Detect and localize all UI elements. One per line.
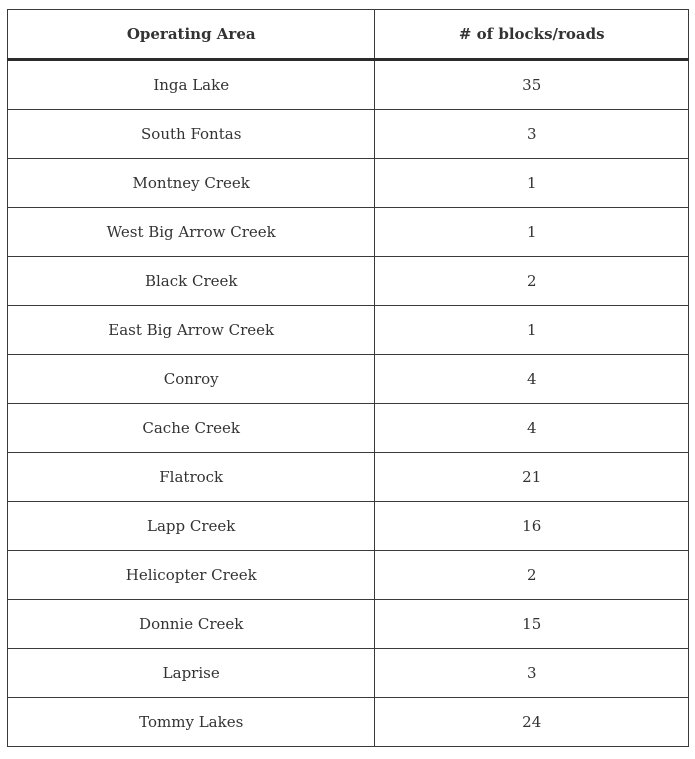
cell-block-count: 3 [375, 649, 689, 698]
header-operating-area: Operating Area [8, 10, 375, 60]
table-row [8, 110, 689, 159]
cell-operating-area: Lapp Creek [8, 502, 375, 551]
table-row [8, 551, 689, 600]
cell-block-count: 1 [375, 208, 689, 257]
cell-operating-area: East Big Arrow Creek [8, 306, 375, 355]
cell-operating-area: Black Creek [8, 257, 375, 306]
table-row [8, 208, 689, 257]
table-row [8, 600, 689, 649]
cell-operating-area: Helicopter Creek [8, 551, 375, 600]
table-row [8, 404, 689, 453]
cell-operating-area: Tommy Lakes [8, 698, 375, 747]
cell-operating-area: Laprise [8, 649, 375, 698]
cell-block-count: 1 [375, 306, 689, 355]
table-row [8, 453, 689, 502]
cell-block-count: 2 [375, 257, 689, 306]
operating-areas-table [7, 9, 689, 747]
cell-block-count: 15 [375, 600, 689, 649]
cell-block-count: 35 [375, 60, 689, 110]
cell-operating-area: Montney Creek [8, 159, 375, 208]
cell-operating-area: West Big Arrow Creek [8, 208, 375, 257]
header-block-count: # of blocks/roads [375, 10, 689, 60]
cell-block-count: 4 [375, 355, 689, 404]
header-row [8, 10, 689, 60]
cell-block-count: 4 [375, 404, 689, 453]
table-row [8, 355, 689, 404]
cell-operating-area: Donnie Creek [8, 600, 375, 649]
cell-operating-area: Cache Creek [8, 404, 375, 453]
cell-operating-area: Flatrock [8, 453, 375, 502]
table-row [8, 649, 689, 698]
cell-operating-area: Inga Lake [8, 60, 375, 110]
cell-operating-area: South Fontas [8, 110, 375, 159]
cell-block-count: 3 [375, 110, 689, 159]
table-row [8, 60, 689, 110]
cell-block-count: 21 [375, 453, 689, 502]
cell-block-count: 2 [375, 551, 689, 600]
cell-block-count: 16 [375, 502, 689, 551]
cell-block-count: 24 [375, 698, 689, 747]
table-row [8, 257, 689, 306]
table-row [8, 159, 689, 208]
table-row [8, 502, 689, 551]
cell-block-count: 1 [375, 159, 689, 208]
table-row [8, 306, 689, 355]
cell-operating-area: Conroy [8, 355, 375, 404]
table-row [8, 698, 689, 747]
